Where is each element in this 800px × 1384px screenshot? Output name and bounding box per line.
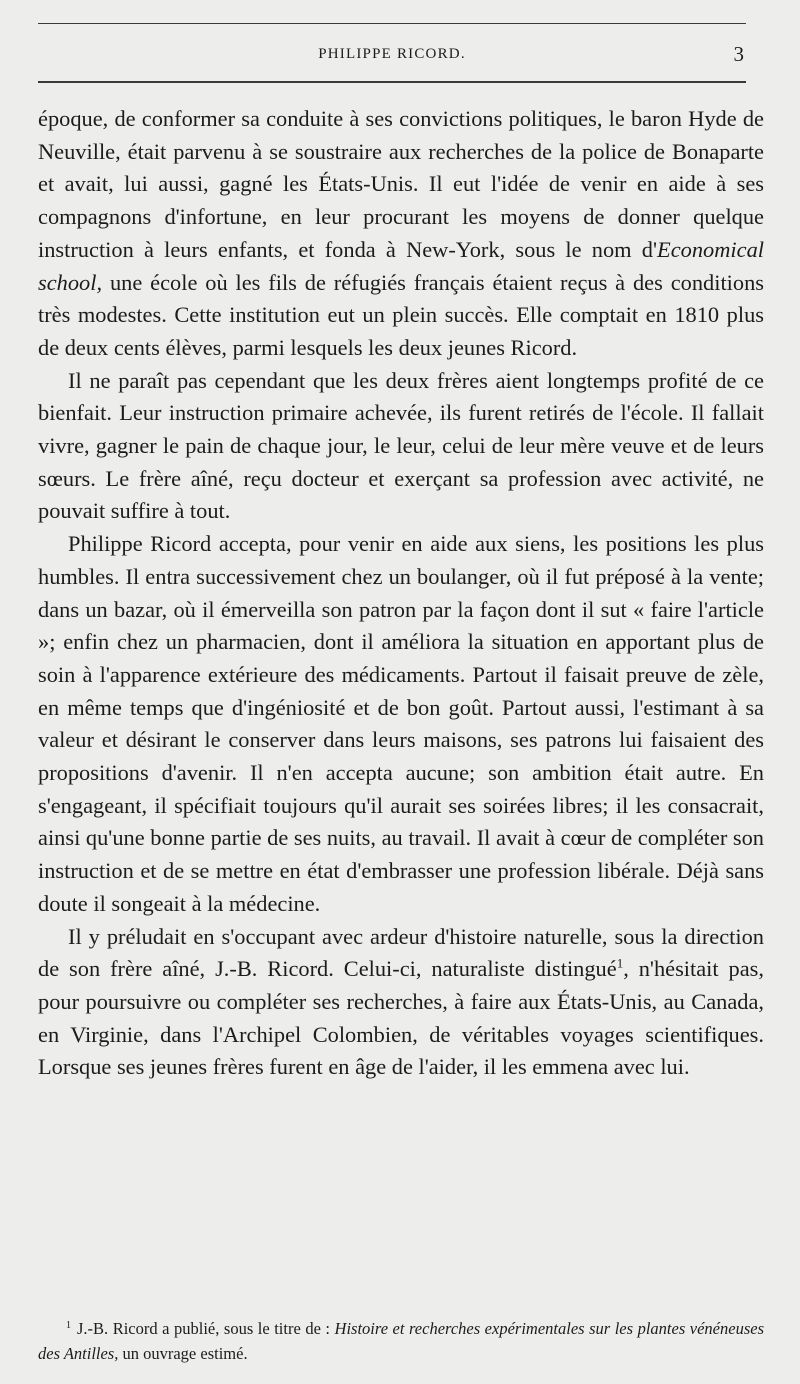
paragraph xyxy=(38,365,764,529)
page-number: 3 xyxy=(733,42,744,66)
page-header xyxy=(38,44,746,68)
text-run: une école où les fils de réfugiés français étaient reçus à des conditions très modestes. Cette institution eut un plein succès. Elle comptait en 1810 plus de deux cents élèves, parmi lesquels les deux jeunes Ricord. xyxy=(38,269,764,360)
text-run: un ouvrage estimé. xyxy=(118,1344,248,1363)
text-run: J.-B. Ricord a publié, sous le titre de : xyxy=(77,1319,335,1338)
header-bottom-rule xyxy=(38,81,746,83)
body-text xyxy=(38,103,764,1084)
footnote xyxy=(38,1316,764,1366)
text-run: Il y préludait en s'occupant avec ardeur d'histoire naturelle, sous la direction de son frère aîné, J.-B. Ricord. Celui-ci, naturaliste distingué xyxy=(38,923,764,982)
footnote-mark: 1 xyxy=(66,1319,71,1331)
paragraph xyxy=(38,921,764,1085)
paragraph xyxy=(38,103,764,365)
text-run: Philippe Ricord accepta, pour venir en aide aux siens, les positions les plus humbles. Il entra successivement chez un boulanger, où il fut préposé à la vente; dans un bazar, où il émerveilla son patron par la façon dont il sut « faire l'article »; enfin chez un pharmacien, dont il améliora la situation en apportant plus de soin à l'apparence extérieure des médicaments. Partout il faisait preuve de zèle, en même temps que d'ingéniosité et de bon goût. Partout aussi, l'estimant à sa valeur et désirant le conserver dans leurs maisons, ses patrons lui faisaient des propositions d'avenir. Il n'en accepta aucune; son ambition était autre. En s'engageant, il spécifiait toujours qu'il aurait ses soirées libres; il les consacrait, ainsi qu'une bonne partie de ses nuits, au travail. Il avait à cœur de compléter son instruction et de se mettre en état d'embrasser une profession libérale. Déjà sans doute il songeait à la médecine. xyxy=(38,531,764,916)
footnote-reference: 1 xyxy=(616,955,624,971)
header-top-rule xyxy=(38,23,746,24)
text-run: époque, de conformer sa conduite à ses convictions politiques, le baron Hyde de Neuville, était parvenu à se soustraire aux recherches de la police de Bonaparte et avait, lui aussi, gagné les États-Unis. Il eut l'idée de venir en aide à ses compagnons d'infortune, en leur procurant les moyens de donner quelque instruction à leurs enfants, et fonda à New-York, sous le nom d' xyxy=(38,106,764,262)
italic-text: Economical school, xyxy=(38,236,764,295)
text-run: , n'hésitait pas, pour poursuivre ou compléter ses recherches, à faire aux États-Unis, au Canada, en Virginie, dans l'Archipel Colombien, de véritables voyages scientifiques. Lorsque ses jeunes frères furent en âge de l'aider, il les emmena avec lui. xyxy=(38,956,764,1080)
text-run: Il ne paraît pas cependant que les deux frères aient longtemps profité de ce bienfait. Leur instruction primaire achevée, ils furent retirés de l'école. Il fallait vivre, gagner le pain de chaque jour, le leur, celui de leur mère veuve et de leurs sœurs. Le frère aîné, reçu docteur et exerçant sa profession avec activité, ne pouvait suffire à tout. xyxy=(38,367,764,524)
running-title: PHILIPPE RICORD. xyxy=(318,46,466,62)
paragraph xyxy=(38,528,764,920)
italic-text: Histoire et recherches expérimentales sur les plantes vénéneuses des Antilles, xyxy=(38,1319,764,1363)
